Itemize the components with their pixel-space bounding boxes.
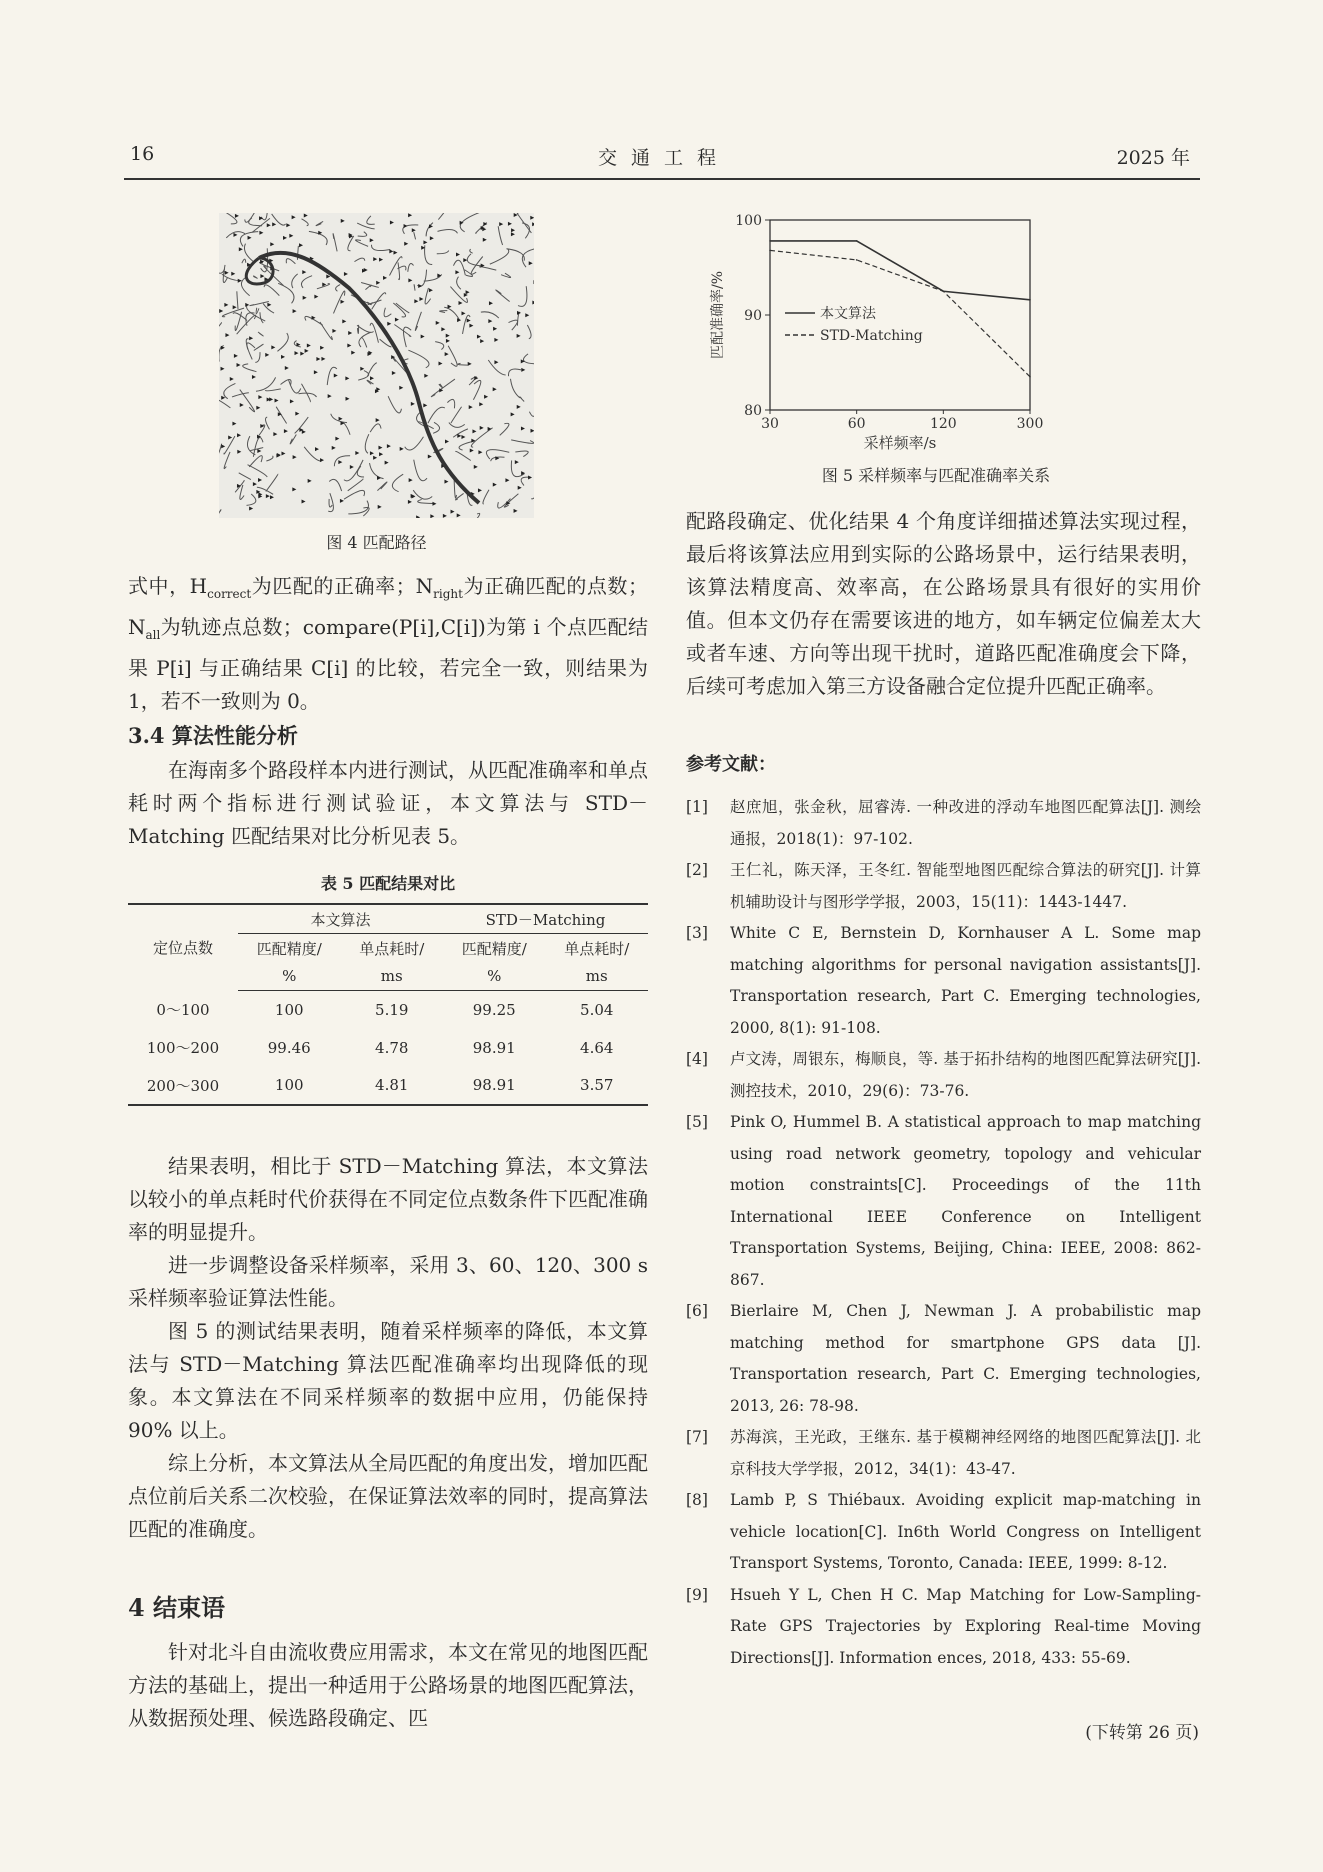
y-tick-label: 80	[744, 403, 762, 419]
para-4	[128, 1636, 648, 1735]
row-range: 200～300	[128, 1067, 238, 1105]
row-a-acc: 99.46	[267, 1038, 311, 1057]
x-tick-label: 300	[1016, 416, 1044, 432]
para-result-4: 综上分析，本文算法从全局匹配的角度出发，增加匹配点位前后关系二次校验，在保证算法效率的同时，提高算法匹配的准确度。	[128, 1451, 648, 1541]
para-result-3: 图 5 的测试结果表明，随着采样频率的降低，本文算法与 STD－Matching 算法匹配准确率均出现降低的现象。本文算法在不同采样频率的数据中应用，仍能保持 90% 以上。	[128, 1319, 648, 1442]
formula-text-1: 式中，H	[128, 574, 208, 598]
plot-frame	[770, 220, 1030, 410]
reference-item	[686, 1422, 1201, 1485]
data-point	[769, 240, 771, 242]
ref-num: [6]	[686, 1302, 708, 1320]
reference-item	[686, 1485, 1201, 1580]
group-b-header: STD－Matching	[443, 904, 648, 934]
x-tick-label: 30	[761, 416, 779, 432]
col-point-header: 定位点数	[128, 904, 238, 991]
sub-correct: correct	[207, 587, 252, 601]
ref-text: 卢文涛，周银东，梅顺良，等. 基于拓扑结构的地图匹配算法研究[J]. 测控技术，2010，29(6)：73-76.	[730, 1050, 1201, 1100]
ref-num: [3]	[686, 924, 708, 942]
row-a-acc: 100	[274, 1000, 304, 1019]
table-5	[128, 903, 648, 1106]
reference-list	[686, 792, 1201, 1674]
reference-item	[686, 1580, 1201, 1675]
para-result-2: 进一步调整设备采样频率，采用 3、60、120、300 s 采样频率验证算法性能。	[128, 1253, 648, 1310]
reference-item	[686, 1107, 1201, 1296]
row-b-time: 4.64	[580, 1038, 614, 1057]
ref-text: Hsueh Y L, Chen H C. Map Matching for Low-Sampling-Rate GPS Trajectories by Exploring Real-time Moving Directions[J]. Information ences, 2018, 433: 55-69.	[730, 1585, 1201, 1667]
row-range: 100～200	[146, 1039, 220, 1057]
data-point	[856, 259, 858, 261]
data-point	[943, 290, 945, 292]
para-3-4-text: 在海南多个路段样本内进行测试，从匹配准确率和单点耗时两个指标进行测试验证，本文算法与 STD－Matching 匹配结果对比分析见表 5。	[128, 758, 648, 848]
reference-item	[686, 1044, 1201, 1107]
ref-num: [8]	[686, 1491, 708, 1509]
table-row	[128, 1067, 648, 1105]
formula-explanation	[128, 570, 648, 718]
formula-text-3: 为正确匹配的点数；N	[128, 574, 648, 639]
b-acc-header: 匹配精度/	[461, 939, 527, 958]
track-point-marker	[533, 280, 534, 284]
data-point	[1029, 376, 1031, 378]
conclusion-continued	[686, 505, 1201, 703]
data-point	[856, 240, 858, 242]
conclusion-text: 配路段确定、优化结果 4 个角度详细描述算法实现过程，最后将该算法应用到实际的公路场景中，运行结果表明，该算法精度高、效率高，在公路场景具有很好的实用价值。但本文仍存在需要该进的地方，如车辆定位偏差太大或者车速、方向等出现干扰时，道路匹配准确度会下降，后续可考虑加入第三方设备融合定位提升匹配正确率。	[686, 509, 1201, 698]
x-tick-label: 60	[847, 416, 866, 432]
a-time-header: 单点耗时/	[359, 939, 425, 958]
row-b-acc: 98.91	[443, 1067, 546, 1105]
x-tick-label: 120	[929, 416, 957, 432]
row-b-acc: 99.25	[472, 1000, 516, 1019]
header-rule	[124, 178, 1200, 180]
ref-text: 苏海滨，王光政，王继东. 基于模糊神经网络的地图匹配算法[J]. 北京科技大学学报，2012，34(1)：43-47.	[730, 1428, 1201, 1478]
b-acc-unit: %	[443, 962, 546, 991]
sub-all: all	[145, 628, 161, 642]
ref-num: [9]	[686, 1585, 708, 1604]
journal-title: 交通工程	[598, 147, 731, 169]
page-number: 16	[130, 143, 155, 165]
ref-num: [2]	[686, 861, 708, 879]
data-point	[1029, 299, 1031, 301]
a-acc-header: 匹配精度/	[256, 939, 322, 958]
reference-item	[686, 918, 1201, 1044]
issue-year: 2025 年	[1116, 147, 1190, 169]
ref-num: [5]	[686, 1113, 708, 1131]
ref-text: Bierlaire M, Chen J, Newman J. A probabilistic map matching method for smartphone GPS data [J]. Transportation research, Part C. Emerging technologies, 2013, 26: 78-98.	[730, 1302, 1201, 1415]
ref-text: Pink O, Hummel B. A statistical approach to map matching using road network geometry, topology and vehicular motion constraints[C]. Proceedings of the 11th International IEEE Conference on Intelligent Transportation Systems, Beijing, China: IEEE, 2008: 862-867.	[730, 1113, 1201, 1289]
group-a-header: 本文算法	[238, 904, 443, 934]
refs-heading: 参考文献：	[686, 754, 776, 775]
row-a-time: 4.81	[341, 1067, 444, 1105]
table-row	[128, 1029, 648, 1067]
figure-4-caption: 图 4 匹配路径	[326, 533, 427, 552]
row-a-time: 5.19	[375, 1000, 409, 1019]
row-b-acc: 98.91	[472, 1038, 516, 1057]
y-axis-label: 匹配准确率/%	[710, 270, 726, 360]
b-time-unit: ms	[546, 962, 649, 991]
ref-text: 赵庶旭，张金秋，屈睿涛. 一种改进的浮动车地图匹配算法[J]. 测绘通报，2018(1)：97-102.	[730, 798, 1201, 848]
legend-label: 本文算法	[820, 306, 876, 322]
ref-text: Lamb P, S Thiébaux. Avoiding explicit map-matching in vehicle location[C]. In6th World Congress on Intelligent Transport Systems, Toronto, Canada: IEEE, 1999: 8-12.	[730, 1491, 1201, 1572]
y-tick-label: 100	[735, 213, 762, 229]
row-b-time: 5.04	[580, 1000, 614, 1019]
row-a-time: 4.78	[375, 1038, 409, 1057]
a-acc-unit: %	[238, 962, 341, 991]
ref-num: [1]	[686, 798, 708, 816]
table-row	[128, 991, 648, 1029]
reference-item	[686, 792, 1201, 855]
ref-num: [4]	[686, 1050, 708, 1068]
para-result-1: 结果表明，相比于 STD－Matching 算法，本文算法以较小的单点耗时代价获得在不同定位点数条件下匹配准确率的明显提升。	[128, 1154, 648, 1244]
x-axis-label: 采样频率/s	[863, 434, 937, 452]
formula-text-2: 为匹配的正确率；N	[251, 574, 434, 598]
table-5-caption: 表 5 匹配结果对比	[320, 874, 456, 893]
data-point	[769, 250, 771, 252]
row-a-acc: 100	[238, 1067, 341, 1105]
b-time-header: 单点耗时/	[564, 939, 630, 958]
ref-text: 王仁礼，陈天泽，王冬红. 智能型地图匹配综合算法的研究[J]. 计算机辅助设计与图形学学报，2003，15(11)：1443-1447.	[730, 861, 1201, 911]
figure-4-map-image	[219, 213, 534, 518]
reference-item	[686, 855, 1201, 918]
series-line-1	[770, 241, 1030, 300]
section-4-heading: 4 结束语	[128, 1593, 226, 1622]
para-3-4	[128, 754, 648, 853]
ref-text: White C E, Bernstein D, Kornhauser A L. Some map matching algorithms for personal navigation assistants[J]. Transportation research, Part C. Emerging technologies, 2000, 8(1): 91-108.	[730, 924, 1201, 1037]
formula-text-4: 为轨迹点总数；compare(P[i],C[i])为第 i 个点匹配结果 P[i] 与正确结果 C[i] 的比较，若完全一致，则结果为 1，若不一致则为 0。	[128, 615, 648, 713]
section-3-4-heading: 3.4 算法性能分析	[128, 723, 298, 748]
row-range: 0～100	[156, 1001, 210, 1019]
y-tick-label: 90	[744, 308, 762, 324]
ref-num: [7]	[686, 1428, 708, 1446]
row-b-time: 3.57	[546, 1067, 649, 1105]
results-paragraphs	[128, 1150, 648, 1546]
figure-5-chart	[700, 200, 1120, 455]
legend-label: STD-Matching	[820, 328, 923, 344]
reference-item	[686, 1296, 1201, 1422]
sub-right: right	[433, 587, 463, 601]
a-time-unit: ms	[341, 962, 444, 991]
continued-note: (下转第 26 页)	[1085, 1723, 1199, 1743]
figure-5-caption: 图 5 采样频率与匹配准确率关系	[821, 466, 1051, 485]
para-4-text: 针对北斗自由流收费应用需求，本文在常见的地图匹配方法的基础上，提出一种适用于公路场景的地图匹配算法，从数据预处理、候选路段确定、匹	[128, 1640, 648, 1730]
